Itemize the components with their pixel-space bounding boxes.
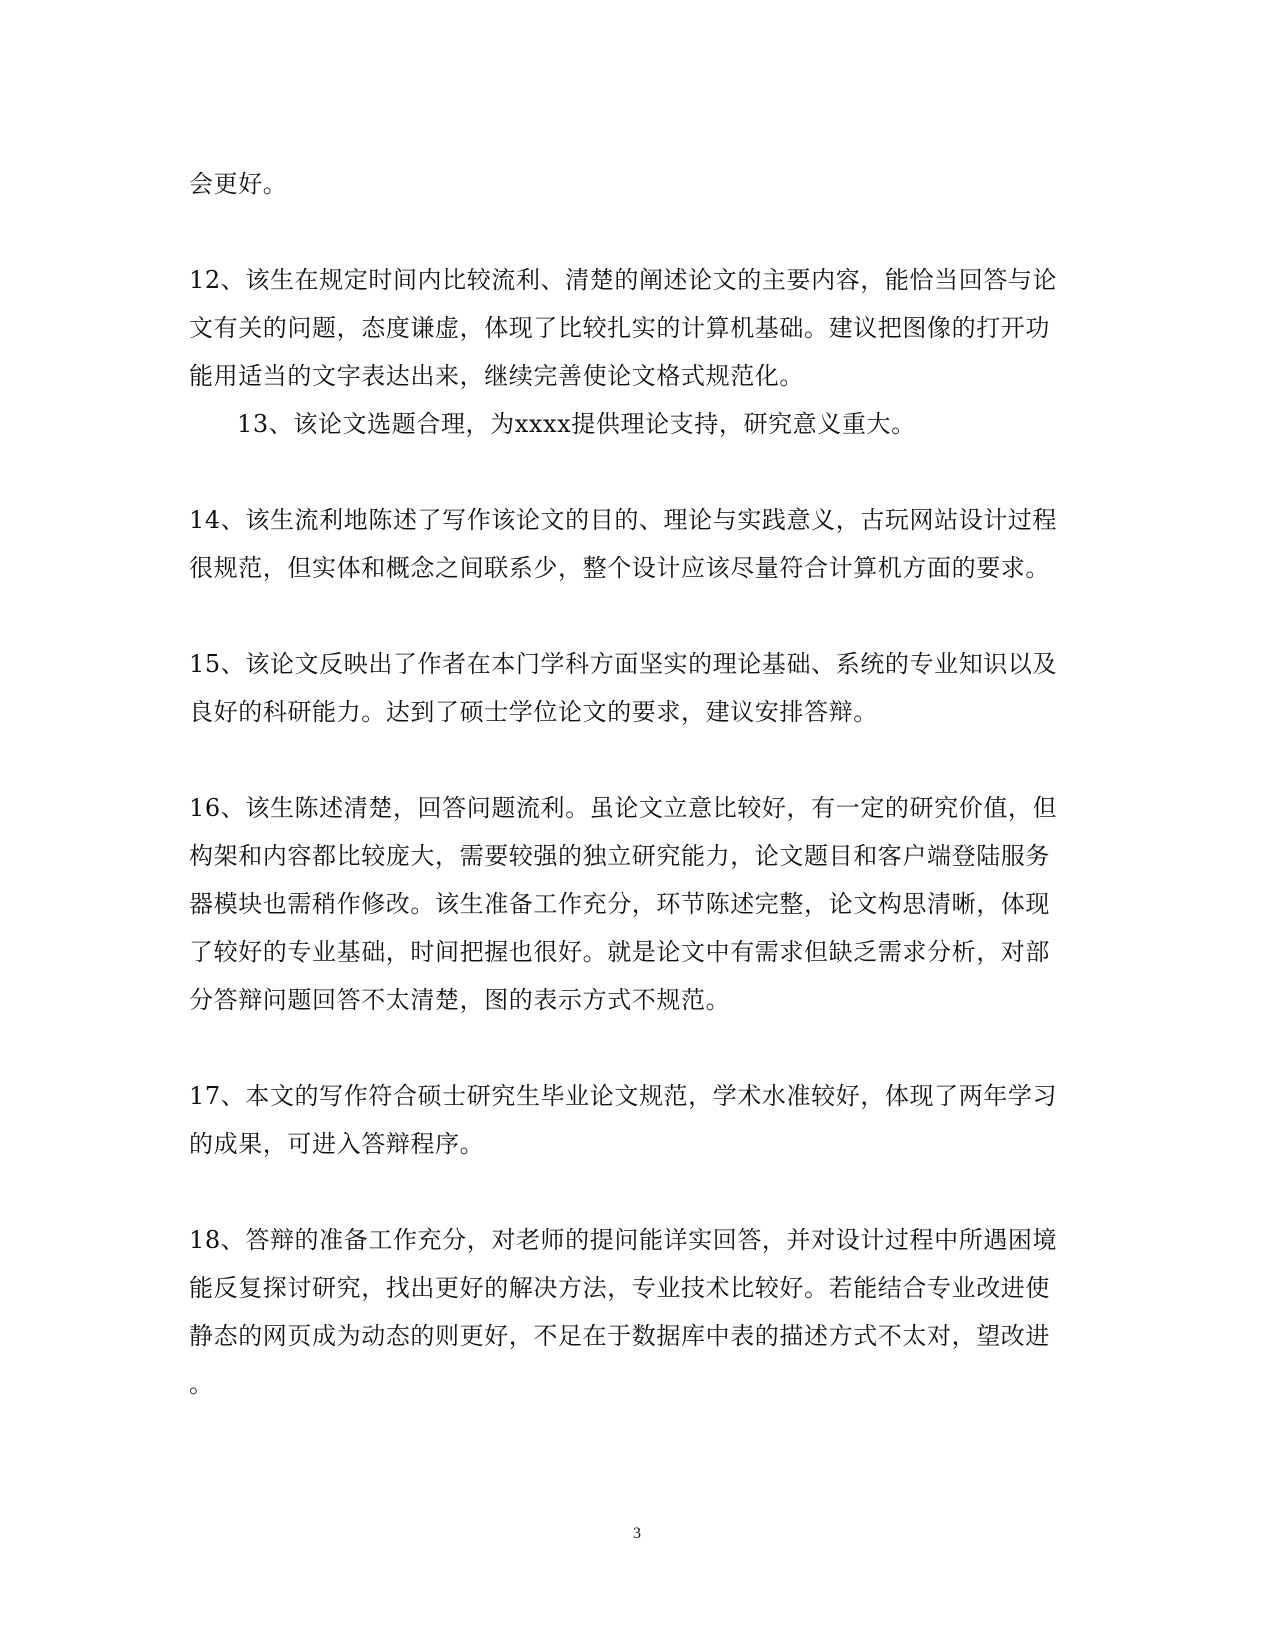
text-line: 良好的科研能力。达到了硕士学位论文的要求，建议安排答辩。 [189,698,878,726]
text-line: 的成果，可进入答辩程序。 [189,1130,485,1158]
paragraph-spacer [189,1168,1069,1216]
paragraph-spacer [189,592,1069,640]
text-line: 很规范，但实体和概念之间联系少，整个设计应该尽量符合计算机方面的要求。 [189,554,1050,582]
text-line: 能反复探讨研究，找出更好的解决方法，专业技术比较好。若能结合专业改进使 [189,1274,1050,1302]
paragraph-spacer [189,1024,1069,1072]
text-line: 18、答辩的准备工作充分，对老师的提问能详实回答，并对设计过程中所遇困境 [189,1226,1058,1254]
text-line: 16、该生陈述清楚，回答问题流利。虽论文立意比较好，有一定的研究价值，但 [189,794,1058,822]
paragraph-17 [189,1072,1069,1168]
text-line: 分答辩问题回答不太清楚，图的表示方式不规范。 [189,986,731,1014]
document-body [189,160,1069,1408]
paragraph-12 [189,256,1069,400]
text-line: 能用适当的文字表达出来，继续完善使论文格式规范化。 [189,362,804,390]
paragraph-spacer [189,736,1069,784]
text-line: 会更好。 [189,170,288,198]
text-line: 12、该生在规定时间内比较流利、清楚的阐述论文的主要内容，能恰当回答与论 [189,266,1058,294]
paragraph-18 [189,1216,1069,1408]
paragraph-spacer [189,448,1069,496]
text-line: 静态的网页成为动态的则更好，不足在于数据库中表的描述方式不太对，望改进 [189,1322,1050,1350]
paragraph-11-tail [189,160,1069,208]
paragraph-13 [189,400,1069,448]
page-number: 3 [633,1525,641,1542]
text-line: 13、该论文选题合理，为xxxx提供理论支持，研究意义重大。 [237,410,916,438]
paragraph-spacer [189,208,1069,256]
text-line: 了较好的专业基础，时间把握也很好。就是论文中有需求但缺乏需求分析，对部 [189,938,1050,966]
text-line: 。 [189,1370,214,1398]
paragraph-16 [189,784,1069,1024]
paragraph-15 [189,640,1069,736]
paragraph-14 [189,496,1069,592]
text-line: 构架和内容都比较庞大，需要较强的独立研究能力，论文题目和客户端登陆服务 [189,842,1050,870]
text-line: 15、该论文反映出了作者在本门学科方面坚实的理论基础、系统的专业知识以及 [189,650,1058,678]
text-line: 17、本文的写作符合硕士研究生毕业论文规范，学术水准较好，体现了两年学习 [189,1082,1058,1110]
text-line: 器模块也需稍作修改。该生准备工作充分，环节陈述完整，论文构思清晰，体现 [189,890,1050,918]
text-line: 14、该生流利地陈述了写作该论文的目的、理论与实践意义，古玩网站设计过程 [189,506,1058,534]
text-line: 文有关的问题，态度谦虚，体现了比较扎实的计算机基础。建议把图像的打开功 [189,314,1050,342]
